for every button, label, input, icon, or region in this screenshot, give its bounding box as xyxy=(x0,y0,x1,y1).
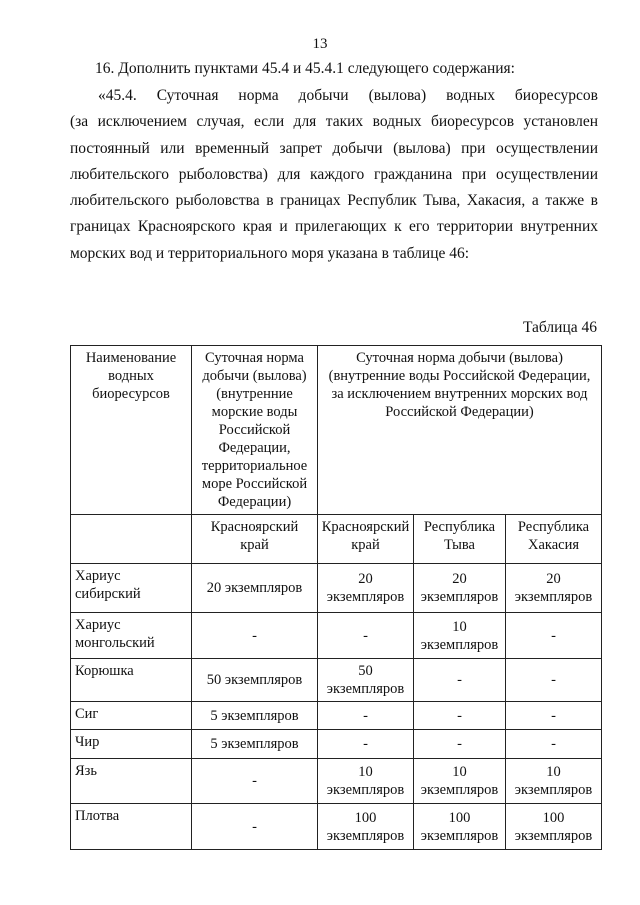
norm-krasnoyarsk: 10 экземпляров xyxy=(318,759,414,804)
amendment-intro: 16. Дополнить пунктами 45.4 и 45.4.1 следующего содержания: xyxy=(95,60,515,77)
norm-krasnoyarsk: - xyxy=(318,702,414,730)
table-row xyxy=(71,659,602,702)
species-name: Плотва xyxy=(71,804,192,850)
norm-krasnoyarsk: 20 экземпляров xyxy=(318,564,414,613)
norm-khakasia: - xyxy=(506,702,602,730)
table-row xyxy=(71,702,602,730)
paragraph-line: любительского рыболовства) для каждого гражданина при осуществлении xyxy=(70,165,598,183)
norm-tyva: 100 экземпляров xyxy=(414,804,506,850)
norm-khakasia: - xyxy=(506,659,602,702)
page-number: 13 xyxy=(312,36,328,52)
norm-tyva: 20 экземпляров xyxy=(414,564,506,613)
paragraph-line: морских вод и территориального моря указана в таблице 46: xyxy=(70,244,470,262)
paragraph-line: любительского рыболовства в границах Республик Тыва, Хакасия, а также в xyxy=(70,192,598,210)
norm-sea: 50 экземпляров xyxy=(192,659,318,702)
paragraph-line: (за исключением случая, если для таких водных биоресурсов установлен xyxy=(70,113,598,131)
table-row xyxy=(71,759,602,804)
paragraph-line: постоянный или временный запрет добычи (вылова) при осуществлении xyxy=(70,139,598,157)
table-row xyxy=(71,613,602,659)
subheader-krasnoyarsk-sea: Красноярский край xyxy=(192,515,318,564)
species-name: Корюшка xyxy=(71,659,192,702)
species-name: Чир xyxy=(71,730,192,759)
norm-tyva: - xyxy=(414,730,506,759)
norm-krasnoyarsk: - xyxy=(318,730,414,759)
norm-sea: - xyxy=(192,759,318,804)
header-species: Наименование водных биоресурсов xyxy=(71,346,192,515)
table-row xyxy=(71,804,602,850)
norm-krasnoyarsk: 100 экземпляров xyxy=(318,804,414,850)
norm-tyva: 10 экземпляров xyxy=(414,759,506,804)
norm-krasnoyarsk: - xyxy=(318,613,414,659)
norm-khakasia: - xyxy=(506,613,602,659)
paragraph-line: «45.4. Суточная норма добычи (вылова) водных биоресурсов xyxy=(98,87,598,104)
table-row xyxy=(71,730,602,759)
norm-khakasia: - xyxy=(506,730,602,759)
header-inland-waters: Суточная норма добычи (вылова) (внутренние воды Российской Федерации, за исключением внутренних морских вод Российской Федерации) xyxy=(318,346,602,515)
norm-sea: 5 экземпляров xyxy=(192,702,318,730)
table-caption: Таблица 46 xyxy=(522,319,597,336)
species-name: Сиг xyxy=(71,702,192,730)
subheader-tyva: Республика Тыва xyxy=(414,515,506,564)
norm-tyva: 10 экземпляров xyxy=(414,613,506,659)
header-blank-cell xyxy=(71,515,192,564)
norm-sea: - xyxy=(192,613,318,659)
norm-khakasia: 100 экземпляров xyxy=(506,804,602,850)
header-internal-sea-waters: Суточная норма добычи (вылова) (внутренние морские воды Российской Федерации, территориальное море Российской Федерации) xyxy=(192,346,318,515)
paragraph-line: границах Красноярского края и прилегающих к его территории внутренних xyxy=(70,218,598,236)
species-name: Хариус монгольский xyxy=(71,613,192,659)
norm-khakasia: 10 экземпляров xyxy=(506,759,602,804)
subheader-krasnoyarsk: Красноярский край xyxy=(318,515,414,564)
species-name: Язь xyxy=(71,759,192,804)
subheader-khakasia: Республика Хакасия xyxy=(506,515,602,564)
norm-sea: 20 экземпляров xyxy=(192,564,318,613)
norm-tyva: - xyxy=(414,702,506,730)
paragraph-45-4 xyxy=(70,83,598,267)
norm-sea: 5 экземпляров xyxy=(192,730,318,759)
norm-tyva: - xyxy=(414,659,506,702)
catch-norm-table xyxy=(70,345,602,850)
norm-krasnoyarsk: 50 экземпляров xyxy=(318,659,414,702)
species-name: Хариус сибирский xyxy=(71,564,192,613)
table-row xyxy=(71,564,602,613)
norm-khakasia: 20 экземпляров xyxy=(506,564,602,613)
norm-sea: - xyxy=(192,804,318,850)
